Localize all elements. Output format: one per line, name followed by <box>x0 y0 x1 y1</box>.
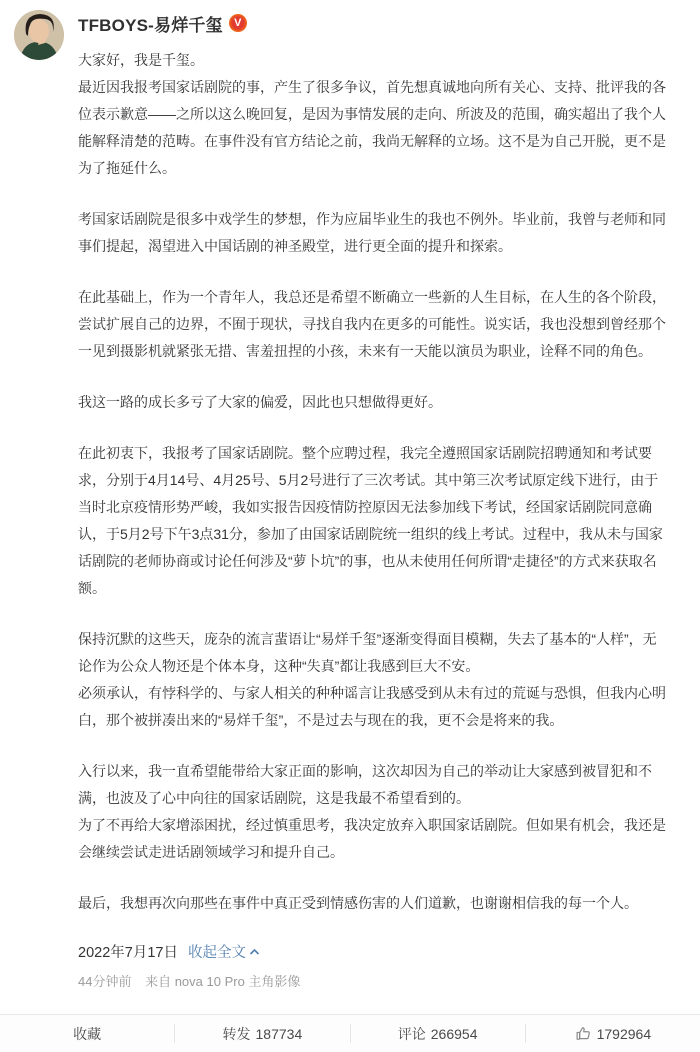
post-paragraph: 大家好，我是千玺。 <box>78 52 204 68</box>
paragraph-block <box>78 758 666 866</box>
post-paragraph: 最近因我报考国家话剧院的事，产生了很多争议，首先想真诚地向所有关心、支持、批评我的各位表示歉意——之所以这么晚回复，是因为事情发展的走向、所波及的范围，确实超出了我个人能解释清楚的范畴。在事件没有官方结论之前，我尚无解释的立场。这不是为自己开脱，更不是为了拖延什么。 <box>78 79 666 176</box>
comment-button[interactable] <box>351 1015 525 1052</box>
paragraph-block <box>78 47 666 182</box>
repost-label: 转发 <box>222 1025 251 1042</box>
post-paragraph: 我这一路的成长多亏了大家的偏爱，因此也只想做得更好。 <box>78 394 442 410</box>
meta-row <box>78 971 666 990</box>
paragraph-block <box>78 440 666 602</box>
post-paragraph: 入行以来，我一直希望能带给大家正面的影响，这次却因为自己的举动让大家感到被冒犯和不满，也波及了心中向往的国家话剧院，这是我最不希望看到的。 <box>78 763 652 806</box>
paragraph-block <box>78 890 666 917</box>
thumbs-up-icon <box>575 1025 592 1042</box>
time-ago: 44分钟前 <box>78 974 132 989</box>
collapse-link-label: 收起全文 <box>187 945 246 961</box>
post-body <box>78 47 666 917</box>
repost-count: 187734 <box>255 1025 303 1042</box>
like-count: 1792964 <box>596 1025 652 1042</box>
post-paragraph: 最后，我想再次向那些在事件中真正受到情感伤害的人们道歉，也谢谢相信我的每一个人。 <box>78 895 638 911</box>
repost-button[interactable] <box>175 1015 349 1052</box>
verified-badge-icon: V <box>229 14 247 32</box>
post-paragraph: 为了不再给大家增添困扰，经过慎重思考，我决定放弃入职国家话剧院。但如果有机会，我还是会继续尝试走进话剧领域学习和提升自己。 <box>78 817 666 860</box>
comment-label: 评论 <box>397 1025 426 1042</box>
chevron-up-icon <box>249 948 260 956</box>
post-header <box>78 10 666 36</box>
collapse-full-text-link[interactable] <box>188 941 260 962</box>
username[interactable]: TFBOYS-易烊千玺 <box>78 15 223 35</box>
post-paragraph: 在此初衷下，我报考了国家话剧院。整个应聘过程，我完全遵照国家话剧院招聘通知和考试要求，分别于4月14号、4月25号、5月2号进行了三次考试。其中第三次考试原定线下进行，由于当时北京疫情形势严峻，我如实报告因疫情防控原因无法参加线下考试，经国家话剧院同意确认，于5月2号下午3点31分，参加了由国家话剧院统一组织的线上考试。过程中，我从未与国家话剧院的老师协商或讨论任何涉及“萝卜坑”的事，也从未使用任何所谓“走捷径”的方式来获取名额。 <box>78 445 663 596</box>
like-button[interactable] <box>526 1015 700 1052</box>
post-paragraph: 保持沉默的这些天，庞杂的流言蜚语让“易烊千玺”逐渐变得面目模糊，失去了基本的“人样”，无论作为公众人物还是个体本身，这种“失真”都让我感到巨大不安。 <box>78 631 657 674</box>
paragraph-block <box>78 206 666 260</box>
spacer <box>0 990 700 1014</box>
post-paragraph: 考国家话剧院是很多中戏学生的梦想，作为应届毕业生的我也不例外。毕业前，我曾与老师和同事们提起，渴望进入中国话剧的神圣殿堂，进行更全面的提升和探索。 <box>78 211 666 254</box>
post-source[interactable]: 来自 nova 10 Pro 主角影像 <box>145 974 301 989</box>
post-paragraph: 在此基础上，作为一个青年人，我总还是希望不断确立一些新的人生目标，在人生的各个阶段，尝试扩展自己的边界，不囿于现状，寻找自我内在更多的可能性。说实话，我也没想到曾经那个一见到摄影机就紧张无措、害羞扭捏的小孩，未来有一天能以演员为职业，诠释不同的角色。 <box>78 289 666 359</box>
date-row <box>78 941 666 962</box>
paragraph-block <box>78 626 666 734</box>
post-date: 2022年7月17日 <box>78 945 178 961</box>
action-bar <box>0 1014 700 1052</box>
post-paragraph: 必须承认，有悖科学的、与家人相关的种种谣言让我感受到从未有过的荒诞与恐惧，但我内心明白，那个被拼凑出来的“易烊千玺”，不是过去与现在的我，更不会是将来的我。 <box>78 685 666 728</box>
paragraph-block <box>78 284 666 365</box>
comment-count: 266954 <box>430 1025 478 1042</box>
favorite-label: 收藏 <box>73 1025 102 1042</box>
avatar-photo <box>14 10 64 60</box>
paragraph-block <box>78 389 666 416</box>
favorite-button[interactable] <box>0 1015 174 1052</box>
avatar[interactable] <box>14 10 64 60</box>
